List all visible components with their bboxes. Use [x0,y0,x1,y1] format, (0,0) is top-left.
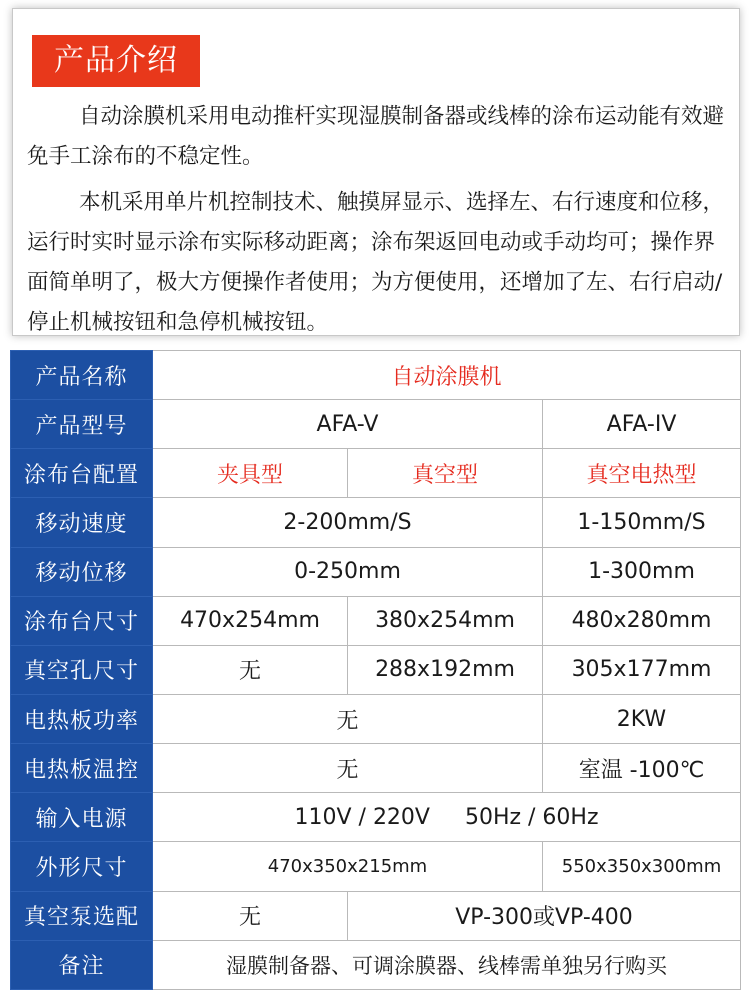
table-cell: 480x280mm [543,596,741,645]
table-cell: 1-150mm/S [543,498,741,547]
table-cell: 无 [153,694,543,743]
table-cell: 室温 -100℃ [543,744,741,793]
table-row-power-input [11,793,741,842]
row-label: 移动速度 [11,498,153,547]
table-cell: 550x350x300mm [543,842,741,891]
table-row-displacement [11,547,741,596]
table-cell: 1-300mm [543,547,741,596]
table-cell: 305x177mm [543,645,741,694]
spec-table [10,350,741,990]
table-cell: 470x350x215mm [153,842,543,891]
table-row-model [11,400,741,449]
table-row-vacuum-pump [11,891,741,940]
table-row-vacuum-hole [11,645,741,694]
product-intro-panel [12,8,740,336]
table-cell: 夹具型 [153,449,348,498]
row-label: 备注 [11,940,153,989]
table-cell: 470x254mm [153,596,348,645]
table-cell: 真空型 [348,449,543,498]
row-label: 输入电源 [11,793,153,842]
table-cell: 2KW [543,694,741,743]
row-label: 涂布台配置 [11,449,153,498]
table-cell: AFA-IV [543,400,741,449]
row-label: 涂布台尺寸 [11,596,153,645]
row-label: 真空孔尺寸 [11,645,153,694]
intro-paragraph-2: 本机采用单片机控制技术、触摸屏显示、选择左、右行速度和位移，运行时实时显示涂布实际移动距离；涂布架返回电动或手动均可；操作界面简单明了，极大方便操作者使用；为方便使用，还增加了左、右行启动/停止机械按钮和急停机械按钮。 [27,190,725,335]
table-row-table-size [11,596,741,645]
table-row-product-name [11,351,741,400]
row-label: 产品名称 [11,351,153,400]
row-label: 外形尺寸 [11,842,153,891]
table-row-dimensions [11,842,741,891]
table-row-config [11,449,741,498]
table-cell: 湿膜制备器、可调涂膜器、线棒需单独另行购买 [153,940,741,989]
table-row-remarks [11,940,741,989]
table-cell: AFA-V [153,400,543,449]
intro-title: 产品介绍 [32,35,200,87]
table-cell: 2-200mm/S [153,498,543,547]
row-label: 产品型号 [11,400,153,449]
table-cell: 380x254mm [348,596,543,645]
row-label: 移动位移 [11,547,153,596]
table-cell: 自动涂膜机 [153,351,741,400]
row-label: 电热板温控 [11,744,153,793]
table-cell: 无 [153,645,348,694]
table-row-heater-temp [11,744,741,793]
table-cell: 真空电热型 [543,449,741,498]
table-cell: 110V / 220V 50Hz / 60Hz [153,793,741,842]
table-cell: 0-250mm [153,547,543,596]
row-label: 电热板功率 [11,694,153,743]
table-cell: 无 [153,891,348,940]
intro-paragraph-1: 自动涂膜机采用电动推杆实现湿膜制备器或线棒的涂布运动能有效避免手工涂布的不稳定性。 [27,104,725,169]
table-row-heater-power [11,694,741,743]
table-cell: 288x192mm [348,645,543,694]
row-label: 真空泵选配 [11,891,153,940]
table-cell: VP-300或VP-400 [348,891,741,940]
table-cell: 无 [153,744,543,793]
table-row-speed [11,498,741,547]
